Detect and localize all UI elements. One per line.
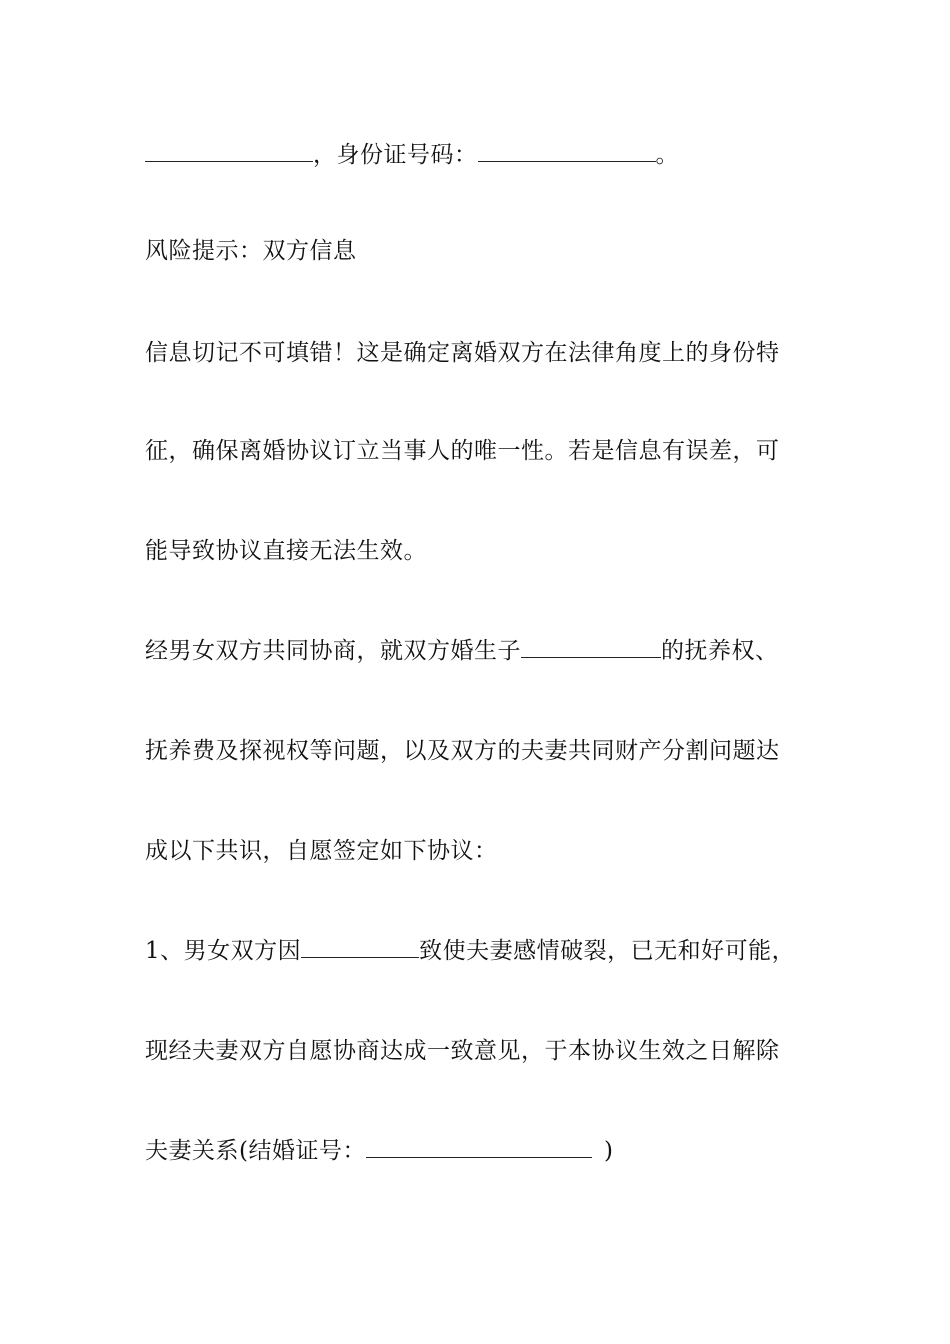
consult-text-before: 经男女双方共同协商，就双方婚生子 [145, 638, 521, 664]
clause1-line-1 [145, 936, 825, 966]
consult-line-3: 成以下共识，自愿签定如下协议： [145, 838, 498, 864]
consult-line-1 [145, 636, 825, 666]
clause1-line-3 [145, 1136, 825, 1166]
clause1-text-before: 1、男女双方因 [145, 938, 302, 964]
id-number-line [145, 140, 825, 170]
clause1-line-2: 现经夫妻双方自愿协商达成一致意见，于本协议生效之日解除 [145, 1038, 780, 1064]
risk-heading: 风险提示：双方信息 [145, 238, 357, 264]
risk-body-line-2: 征，确保离婚协议订立当事人的唯一性。若是信息有误差，可 [145, 438, 780, 464]
name-blank[interactable] [145, 143, 313, 162]
clause1-line3-before: 夫妻关系(结婚证号： [145, 1138, 366, 1164]
comma: ， [313, 142, 337, 168]
id-number-label: 身份证号码： [336, 142, 478, 168]
consult-line-2: 抚养费及探视权等问题，以及双方的夫妻共同财产分割问题达 [145, 738, 780, 764]
risk-body-line-1: 信息切记不可填错！这是确定离婚双方在法律角度上的身份特 [145, 340, 780, 366]
risk-body-line-3: 能导致协议直接无法生效。 [145, 538, 427, 564]
marriage-cert-blank[interactable] [366, 1139, 592, 1158]
reason-blank[interactable] [301, 939, 419, 958]
clause1-line3-after: ) [603, 1138, 614, 1164]
child-name-blank[interactable] [521, 639, 661, 658]
id-number-blank[interactable] [478, 143, 656, 162]
clause1-text-after: 致使夫妻感情破裂，已无和好可能， [419, 938, 796, 964]
consult-text-after: 的抚养权、 [661, 638, 779, 664]
period: 。 [655, 142, 679, 168]
